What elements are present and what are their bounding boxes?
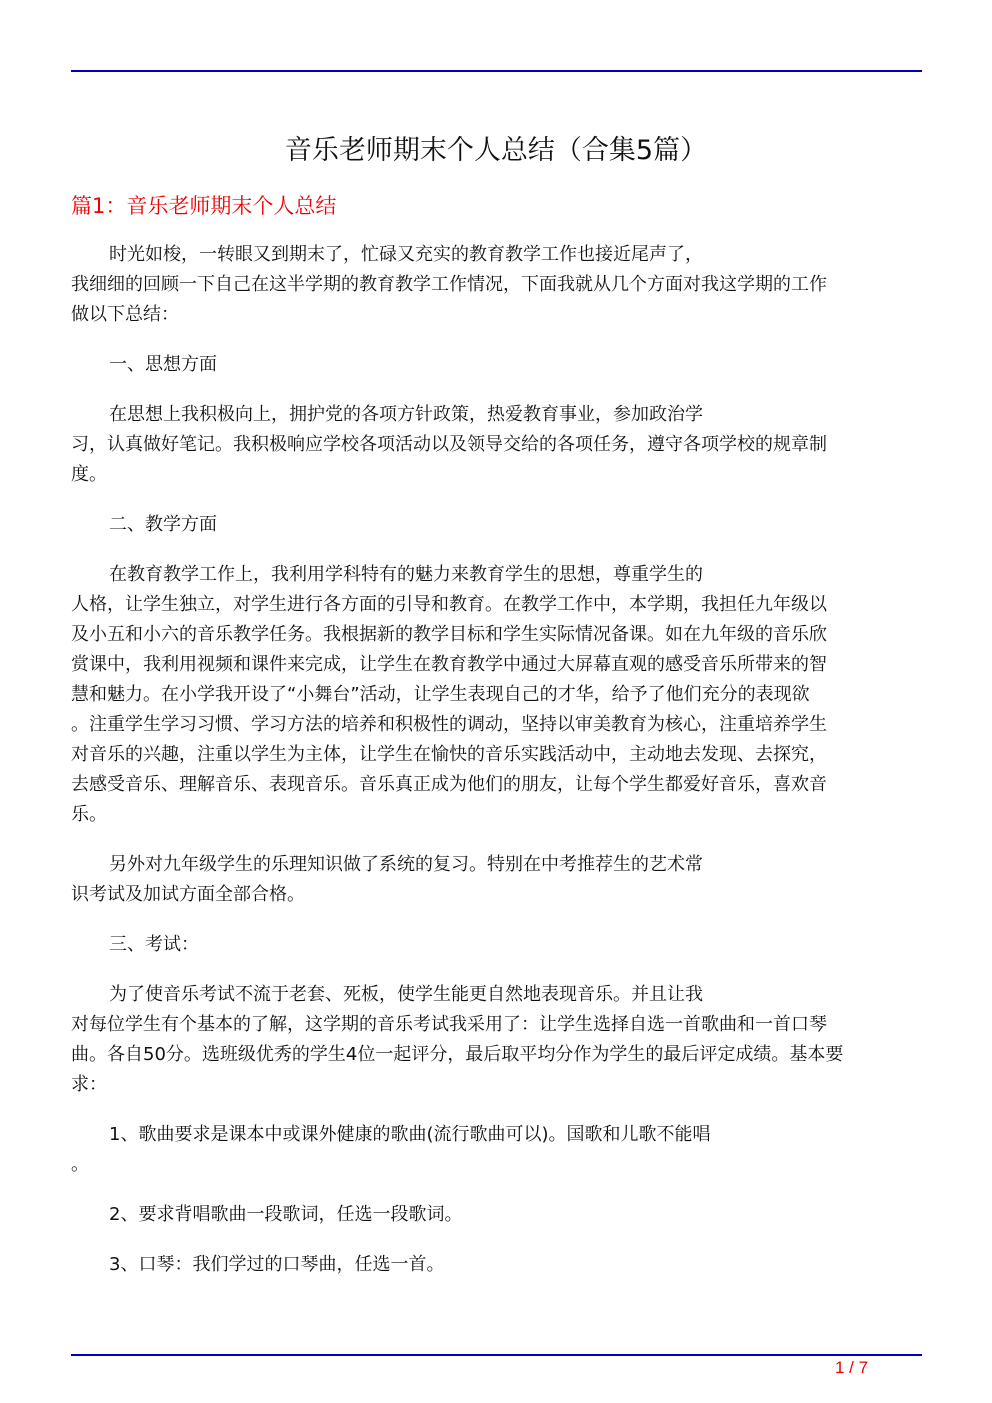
paragraph: [71, 980, 922, 1100]
text-line: 赏课中，我利用视频和课件来完成，让学生在教育教学中通过大屏幕直观的感受音乐所带来的智: [71, 654, 827, 675]
text-line: 在思想上我积极向上，拥护党的各项方针政策，热爱教育事业，参加政治学: [109, 404, 703, 425]
header-rule: [71, 70, 922, 72]
paragraph: [71, 850, 922, 910]
paragraph: [71, 1250, 922, 1280]
text-line: 对每位学生有个基本的了解，这学期的音乐考试我采用了：让学生选择自选一首歌曲和一首口琴: [71, 1014, 827, 1035]
text-line: 去感受音乐、理解音乐、表现音乐。音乐真正成为他们的朋友，让每个学生都爱好音乐，喜欢音: [71, 774, 827, 795]
paragraph: [71, 1120, 922, 1180]
text-line: 二、教学方面: [109, 514, 217, 535]
paragraph: [71, 350, 922, 380]
text-line: 一、思想方面: [109, 354, 217, 375]
text-line: 曲。各自50分。选班级优秀的学生4位一起评分，最后取平均分作为学生的最后评定成绩。基本要: [71, 1044, 844, 1065]
text-line: 时光如梭，一转眼又到期末了，忙碌又充实的教育教学工作也接近尾声了，: [109, 244, 703, 265]
text-line: 及小五和小六的音乐教学任务。我根据新的教学目标和学生实际情况备课。如在九年级的音乐欣: [71, 624, 827, 645]
text-line: 。: [71, 1154, 89, 1175]
page-number: 1 / 7: [835, 1358, 869, 1377]
paragraph: [71, 400, 922, 490]
text-line: 求：: [71, 1074, 107, 1095]
paragraph: [71, 240, 922, 330]
text-line: 慧和魅力。在小学我开设了“小舞台”活动，让学生表现自己的才华，给予了他们充分的表现欲: [71, 684, 810, 705]
text-line: 另外对九年级学生的乐理知识做了系统的复习。特别在中考推荐生的艺术常: [109, 854, 703, 875]
text-line: 习，认真做好笔记。我积极响应学校各项活动以及领导交给的各项任务，遵守各项学校的规章制: [71, 434, 827, 455]
section-heading: 篇1：音乐老师期末个人总结: [71, 194, 337, 218]
document-body: [71, 240, 922, 1300]
text-line: 做以下总结：: [71, 304, 179, 325]
text-line: 乐。: [71, 804, 107, 825]
text-line: 识考试及加试方面全部合格。: [71, 884, 305, 905]
text-line: 对音乐的兴趣，注重以学生为主体，让学生在愉快的音乐实践活动中，主动地去发现、去探究，: [71, 744, 827, 765]
text-line: 我细细的回顾一下自己在这半学期的教育教学工作情况，下面我就从几个方面对我这学期的工作: [71, 274, 827, 295]
text-line: 人格，让学生独立，对学生进行各方面的引导和教育。在教学工作中，本学期，我担任九年级以: [71, 594, 827, 615]
text-line: 2、要求背唱歌曲一段歌词，任选一段歌词。: [109, 1204, 463, 1225]
text-line: 在教育教学工作上，我利用学科特有的魅力来教育学生的思想，尊重学生的: [109, 564, 703, 585]
footer-rule: [71, 1354, 922, 1356]
paragraph: [71, 510, 922, 540]
text-line: 3、口琴：我们学过的口琴曲，任选一首。: [109, 1254, 445, 1275]
text-line: 1、歌曲要求是课本中或课外健康的歌曲(流行歌曲可以)。国歌和儿歌不能唱: [109, 1124, 711, 1145]
text-line: 度。: [71, 464, 107, 485]
text-line: 三、考试：: [109, 934, 199, 955]
paragraph: [71, 930, 922, 960]
text-line: 。注重学生学习习惯、学习方法的培养和积极性的调动，坚持以审美教育为核心，注重培养学生: [71, 714, 827, 735]
document-title: 音乐老师期末个人总结（合集5篇）: [284, 135, 708, 166]
text-line: 为了使音乐考试不流于老套、死板，使学生能更自然地表现音乐。并且让我: [109, 984, 703, 1005]
paragraph: [71, 560, 922, 830]
paragraph: [71, 1200, 922, 1230]
